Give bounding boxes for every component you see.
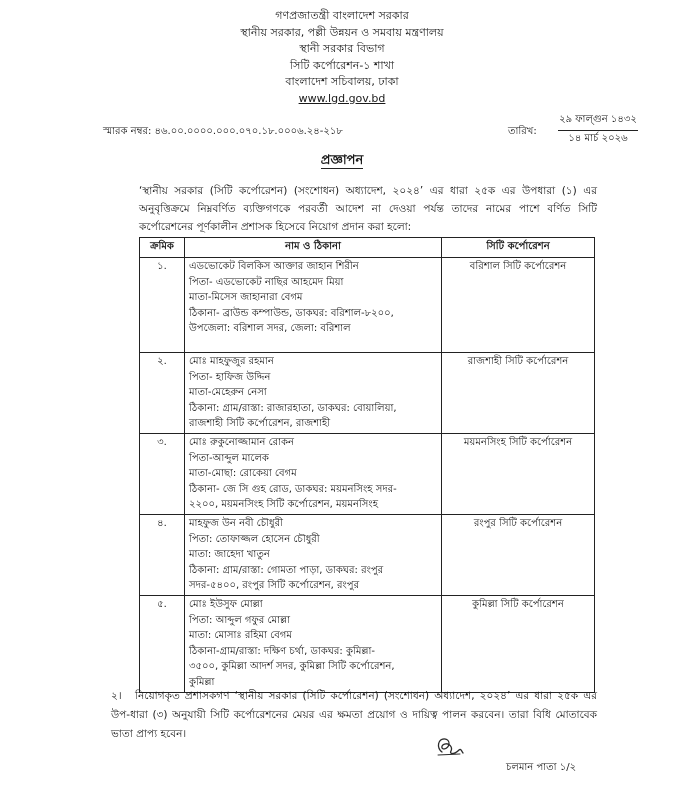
paragraph-2 bbox=[111, 687, 597, 744]
row-line: মোঃ মাহফুজুর রহমান bbox=[189, 356, 274, 367]
row-serial: ২. bbox=[140, 353, 185, 434]
row-line: রাজশাহী সিটি কর্পোরেশন, রাজশাহী bbox=[189, 418, 331, 430]
row-line: মাতা: মোসাঃ রহিমা বেগম bbox=[189, 630, 292, 642]
paragraph-2-number: ২। bbox=[111, 690, 122, 702]
row-city: ময়মনসিংহ সিটি কর্পোরেশন bbox=[442, 434, 595, 515]
row-serial: ৩. bbox=[140, 434, 185, 515]
letterhead-branch: সিটি কর্পোরেশন-১ শাখা bbox=[289, 58, 395, 72]
table-header-row bbox=[140, 238, 595, 258]
table-row bbox=[140, 515, 595, 596]
row-line: ঠিকানা- জে সি গুহ রোড, ডাকঘর: ময়মনসিংহ সদর- bbox=[189, 483, 397, 495]
row-line: পিতা- হাফিজ উদ্দিন bbox=[189, 371, 271, 383]
administrators-table bbox=[139, 237, 595, 693]
row-serial: ৫. bbox=[140, 596, 185, 693]
document-title-text: প্রজ্ঞাপন bbox=[320, 153, 364, 168]
row-line: মাতা-মিসেস জাহানারা বেগম bbox=[189, 292, 303, 304]
table-row bbox=[140, 353, 595, 434]
row-line: কুমিল্লা bbox=[189, 676, 215, 688]
letterhead-government: গণপ্রজাতন্ত্রী বাংলাদেশ সরকার bbox=[275, 9, 409, 22]
row-line: মাহফুজ উন নবী চৌধুরী bbox=[189, 518, 283, 529]
row-line: মাতা-মোছা: রোকেয়া বেগম bbox=[189, 468, 297, 480]
row-name-address bbox=[185, 434, 442, 515]
row-line: মোঃ ইউসুফ মোল্লা bbox=[189, 599, 263, 610]
date-label: তারিখ: bbox=[508, 126, 537, 137]
website-link[interactable]: www.lgd.gov.bd bbox=[298, 91, 386, 105]
intro-paragraph: ‘স্থানীয় সরকার (সিটি কর্পোরেশন) (সংশোধন) অধ্যাদেশ, ২০২৪’ এর ধারা ২৫ক এর উপধারা (১) এর অনুবৃত্তিক্রমে নিম্নবর্ণিত ব্যক্তিগণকে পরবর্তী আদেশ না দেওয়া পর্যন্ত তাদের নামের পাশে বর্ণিত সিটি কর্পোরেশনের পূর্ণকালীন প্রশাসক হিসেবে নিয়োগ প্রদান করা হলো: bbox=[139, 185, 597, 233]
table-row bbox=[140, 434, 595, 515]
memo-number: স্মারক নম্বর: ৪৬.০০.০০০০.০০০.০৭০.১৮.০০০৬.২৪-২১৮ bbox=[103, 126, 343, 137]
row-name-address bbox=[185, 258, 442, 353]
date-english: ১৪ মার্চ ২০২৬ bbox=[568, 133, 628, 144]
table-row bbox=[140, 258, 595, 353]
page-continuation: চলমান পাতা ১/২ bbox=[506, 762, 577, 773]
row-line: ঠিকানা-গ্রাম/রাস্তা: দক্ষিণ চর্থা, ডাকঘর: কুমিল্লা- bbox=[189, 645, 376, 657]
row-line: পিতা- এডভোকেট নাছির আহমেদ মিয়া bbox=[189, 276, 344, 288]
row-city: রাজশাহী সিটি কর্পোরেশন bbox=[442, 353, 595, 434]
row-line: পিতা: আব্দুল গফুর মোল্লা bbox=[189, 614, 290, 626]
table-row bbox=[140, 596, 595, 693]
row-line: ৩৫০০, কুমিল্লা আদর্শ সদর, কুমিল্লা সিটি কর্পোরেশন, bbox=[189, 661, 395, 673]
row-line: উপজেলা: বরিশাল সদর, জেলা: বরিশাল bbox=[189, 323, 351, 335]
letterhead-address: বাংলাদেশ সচিবালয়, ঢাকা bbox=[285, 75, 399, 88]
row-line: ২২০০, ময়মনসিংহ সিটি কর্পোরেশন, ময়মনসিংহ bbox=[189, 499, 378, 511]
letterhead-division: স্থানী সরকার বিভাগ bbox=[299, 42, 385, 55]
paragraph-2-text: নিয়োগকৃত প্রশাসকগণ ‘স্থানীয় সরকার (সিটি কর্পোরেশন) (সংশোধন) অধ্যাদেশ, ২০২৪’ এর ধারা ২৫ক এর উপ-ধারা (৩) অনুযায়ী সিটি কর্পোরেশনের মেয়র এর ক্ষমতা প্রয়োগ ও দায়িত্ব পালন করবেন। তারা বিধি মোতাবেক ভাতা প্রাপ্য হবেন। bbox=[111, 690, 597, 740]
date-bangla: ২৯ ফাল্গুন ১৪৩২ bbox=[558, 112, 638, 131]
row-line: ঠিকানা: গ্রাম/রাস্তা: গোমতা পাড়া, ডাকঘর: রংপুর bbox=[189, 564, 384, 576]
row-serial: ১. bbox=[140, 258, 185, 353]
row-city: রংপুর সিটি কর্পোরেশন bbox=[442, 515, 595, 596]
row-serial: ৪. bbox=[140, 515, 185, 596]
row-line: ঠিকানা: গ্রাম/রাস্তা: রাজারহাতা, ডাকঘর: বোয়ালিয়া, bbox=[189, 402, 397, 414]
header-serial: ক্রমিক bbox=[140, 238, 185, 258]
row-line: সদর-৫৪০০, রংপুর সিটি কর্পোরেশন, রংপুর bbox=[189, 580, 360, 592]
row-line: মাতা-মেহেরুন নেসা bbox=[189, 387, 267, 399]
row-line: মাতা: জাহেদা খাতুন bbox=[189, 549, 270, 561]
row-name-address bbox=[185, 353, 442, 434]
row-name-address bbox=[185, 515, 442, 596]
letterhead bbox=[0, 8, 684, 107]
row-name-address bbox=[185, 596, 442, 693]
row-line: মোঃ রুকুনোজ্জামান রোকন bbox=[189, 437, 294, 448]
header-city-corporation: সিটি কর্পোরেশন bbox=[442, 238, 595, 258]
row-city: বরিশাল সিটি কর্পোরেশন bbox=[442, 258, 595, 353]
row-line: এডভোকেট বিলকিস আক্তার জাহান শিরীন bbox=[189, 261, 359, 272]
row-line: ঠিকানা- ব্রাউন্ড কম্পাউন্ড, ডাকঘর: বরিশাল-৮২০০, bbox=[189, 307, 394, 319]
letterhead-ministry: স্থানীয় সরকার, পল্লী উন্নয়ন ও সমবায় মন্ত্রণালয় bbox=[240, 25, 444, 39]
signature-image bbox=[432, 732, 466, 758]
row-city: কুমিল্লা সিটি কর্পোরেশন bbox=[442, 596, 595, 693]
row-line: পিতা-আব্দুল মালেক bbox=[189, 452, 269, 464]
row-line: পিতা: তোফাজ্জল হোসেন চৌধুরী bbox=[189, 533, 320, 545]
document-title bbox=[0, 151, 684, 172]
header-name-address: নাম ও ঠিকানা bbox=[185, 238, 442, 258]
